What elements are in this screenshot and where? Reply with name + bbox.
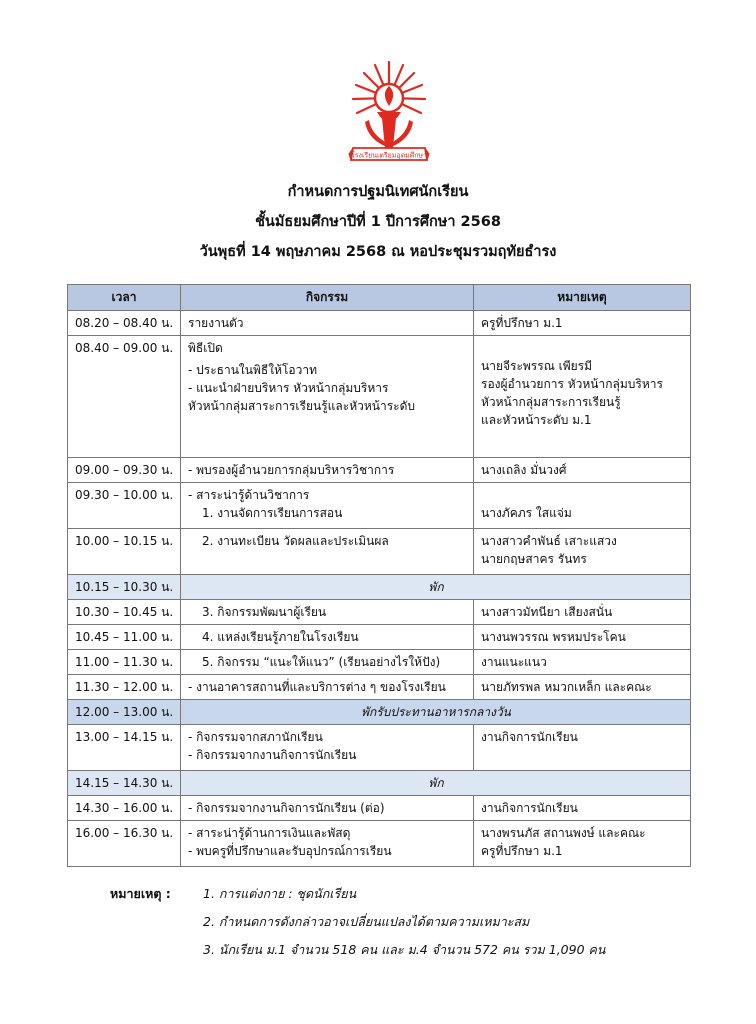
note-item: 3. นักเรียน ม.1 จำนวน 518 คน และ ม.4 จำนวน 572 คน รวม 1,090 คน [203, 942, 606, 957]
cell-activity [181, 336, 474, 458]
header-note: หมายเหตุ [474, 285, 691, 311]
cell-note [474, 458, 691, 483]
activity-line: รายงานตัว [188, 316, 244, 330]
activity-line: - พบครูที่ปรึกษาและรับอุปกรณ์การเรียน [188, 844, 392, 858]
cell-activity [181, 625, 474, 650]
activity-line: - กิจกรรมจากสภานักเรียน [188, 730, 323, 744]
cell-note [474, 675, 691, 700]
cell-activity [181, 529, 474, 575]
note-line: นางนพวรรณ พรหมประโคน [481, 630, 626, 644]
cell-activity [181, 725, 474, 771]
cell-note [474, 650, 691, 675]
activity-line: - สาระน่ารู้ด้านวิชาการ [188, 488, 310, 502]
table-row [68, 458, 691, 483]
note-line: นางภัคภร ใสแจ่ม [481, 506, 572, 520]
table-row [68, 796, 691, 821]
note-line: งานแนะแนว [481, 655, 547, 669]
page-title-line2: ชั้นมัธยมศึกษาปีที่ 1 ปีการศึกษา 2568 [255, 214, 501, 230]
cell-time: 10.15 – 10.30 น. [68, 575, 181, 600]
note-line: ครูที่ปรึกษา ม.1 [481, 844, 563, 858]
table-row [68, 625, 691, 650]
page-title-line3: วันพุธที่ 14 พฤษภาคม 2568 ณ หอประชุมรวมฤทัยธำรง [199, 244, 557, 260]
activity-line: - พบรองผู้อำนวยการกลุ่มบริหารวิชาการ [188, 463, 395, 477]
note-line: งานกิจการนักเรียน [481, 730, 578, 744]
table-row [68, 600, 691, 625]
note-line [481, 339, 684, 357]
cell-time: 09.30 – 10.00 น. [68, 483, 181, 529]
cell-activity [181, 675, 474, 700]
cell-break: พักรับประทานอาหารกลางวัน [181, 700, 691, 725]
note-line: นางสาวมัทนียา เสียงสนั่น [481, 605, 613, 619]
table-header-row [68, 285, 691, 311]
note-line: นางสาวคำพันธ์ เสาะแสวง [481, 534, 617, 548]
cell-time: 10.30 – 10.45 น. [68, 600, 181, 625]
activity-line: หัวหน้ากลุ่มสาระการเรียนรู้และหัวหน้าระดับ [188, 399, 415, 413]
cell-break: พัก [181, 575, 691, 600]
note-line: นางเถลิง มั่นวงศ์ [481, 463, 567, 477]
notes-label: หมายเหตุ : [110, 886, 171, 901]
cell-activity [181, 650, 474, 675]
cell-note [474, 625, 691, 650]
activity-line: 3. กิจกรรมพัฒนาผู้เรียน [202, 605, 327, 619]
cell-note [474, 483, 691, 529]
cell-activity [181, 483, 474, 529]
cell-activity [181, 600, 474, 625]
page-title-line1: กำหนดการปฐมนิเทศนักเรียน [287, 184, 469, 200]
note-line: นายภัทรพล หมวกเหล็ก และคณะ [481, 680, 652, 694]
note-line [481, 486, 684, 504]
cell-time: 14.15 – 14.30 น. [68, 771, 181, 796]
cell-activity [181, 311, 474, 336]
activity-line: - กิจกรรมจากงานกิจการนักเรียน (ต่อ) [188, 801, 385, 815]
table-row [68, 483, 691, 529]
table-row [68, 311, 691, 336]
cell-time: 14.30 – 16.00 น. [68, 796, 181, 821]
table-row [68, 675, 691, 700]
cell-break: พัก [181, 771, 691, 796]
table-row-break [68, 771, 691, 796]
schedule-table [67, 284, 691, 867]
cell-activity [181, 458, 474, 483]
cell-note [474, 336, 691, 458]
activity-line: - ประธานในพิธีให้โอวาท [188, 363, 318, 377]
schedule-body [68, 311, 691, 867]
cell-time: 16.00 – 16.30 น. [68, 821, 181, 867]
cell-time: 10.45 – 11.00 น. [68, 625, 181, 650]
note-line: และหัวหน้าระดับ ม.1 [481, 413, 592, 427]
cell-time: 09.00 – 09.30 น. [68, 458, 181, 483]
cell-time: 11.00 – 11.30 น. [68, 650, 181, 675]
cell-time: 08.20 – 08.40 น. [68, 311, 181, 336]
table-row [68, 529, 691, 575]
note-line: ครูที่ปรึกษา ม.1 [481, 316, 563, 330]
logo-banner-text: โรงเรียนเตรียมอุดมศึกษา [351, 151, 427, 160]
note-line: นายจีระพรรณ เพียรมี [481, 359, 593, 373]
cell-time: 10.00 – 10.15 น. [68, 529, 181, 575]
cell-activity [181, 821, 474, 867]
note-item: 1. การแต่งกาย : ชุดนักเรียน [203, 886, 357, 901]
cell-activity [181, 796, 474, 821]
activity-line: 1. งานจัดการเรียนการสอน [202, 506, 343, 520]
header-activity: กิจกรรม [181, 285, 474, 311]
cell-note [474, 529, 691, 575]
note-line: รองผู้อำนวยการ หัวหน้ากลุ่มบริหาร [481, 377, 663, 391]
activity-line: - สาระน่ารู้ด้านการเงินและพัสดุ [188, 826, 351, 840]
note-item: 2. กำหนดการดังกล่าวอาจเปลี่ยนแปลงได้ตามความเหมาะสม [203, 914, 530, 929]
activity-line: พิธีเปิด [188, 341, 223, 355]
cell-time: 12.00 – 13.00 น. [68, 700, 181, 725]
note-line: นางพรนภัส สถานพงษ์ และคณะ [481, 826, 646, 840]
cell-note [474, 600, 691, 625]
note-line: งานกิจการนักเรียน [481, 801, 578, 815]
activity-line: - งานอาคารสถานที่และบริการต่าง ๆ ของโรงเรียน [188, 680, 446, 694]
activity-line: - กิจกรรมจากงานกิจการนักเรียน [188, 748, 357, 762]
cell-time: 13.00 – 14.15 น. [68, 725, 181, 771]
activity-line: 4. แหล่งเรียนรู้ภายในโรงเรียน [202, 630, 359, 644]
note-line: นายกฤษสาคร รันทร [481, 552, 587, 566]
header-time: เวลา [68, 285, 181, 311]
table-row [68, 336, 691, 458]
table-row-break [68, 700, 691, 725]
note-line: หัวหน้ากลุ่มสาระการเรียนรู้ [481, 395, 621, 409]
cell-time: 08.40 – 09.00 น. [68, 336, 181, 458]
table-row [68, 650, 691, 675]
table-row-break [68, 575, 691, 600]
activity-line: - แนะนำฝ่ายบริหาร หัวหน้ากลุ่มบริหาร [188, 381, 389, 395]
cell-note [474, 821, 691, 867]
cell-note [474, 725, 691, 771]
activity-line: 2. งานทะเบียน วัดผลและประเมินผล [202, 534, 389, 548]
cell-time: 11.30 – 12.00 น. [68, 675, 181, 700]
table-row [68, 725, 691, 771]
activity-line: 5. กิจกรรม “แนะให้แนว” (เรียนอย่างไรให้ปัง) [202, 655, 441, 669]
cell-note [474, 311, 691, 336]
cell-note [474, 796, 691, 821]
table-row [68, 821, 691, 867]
school-logo-emblem [347, 58, 431, 170]
